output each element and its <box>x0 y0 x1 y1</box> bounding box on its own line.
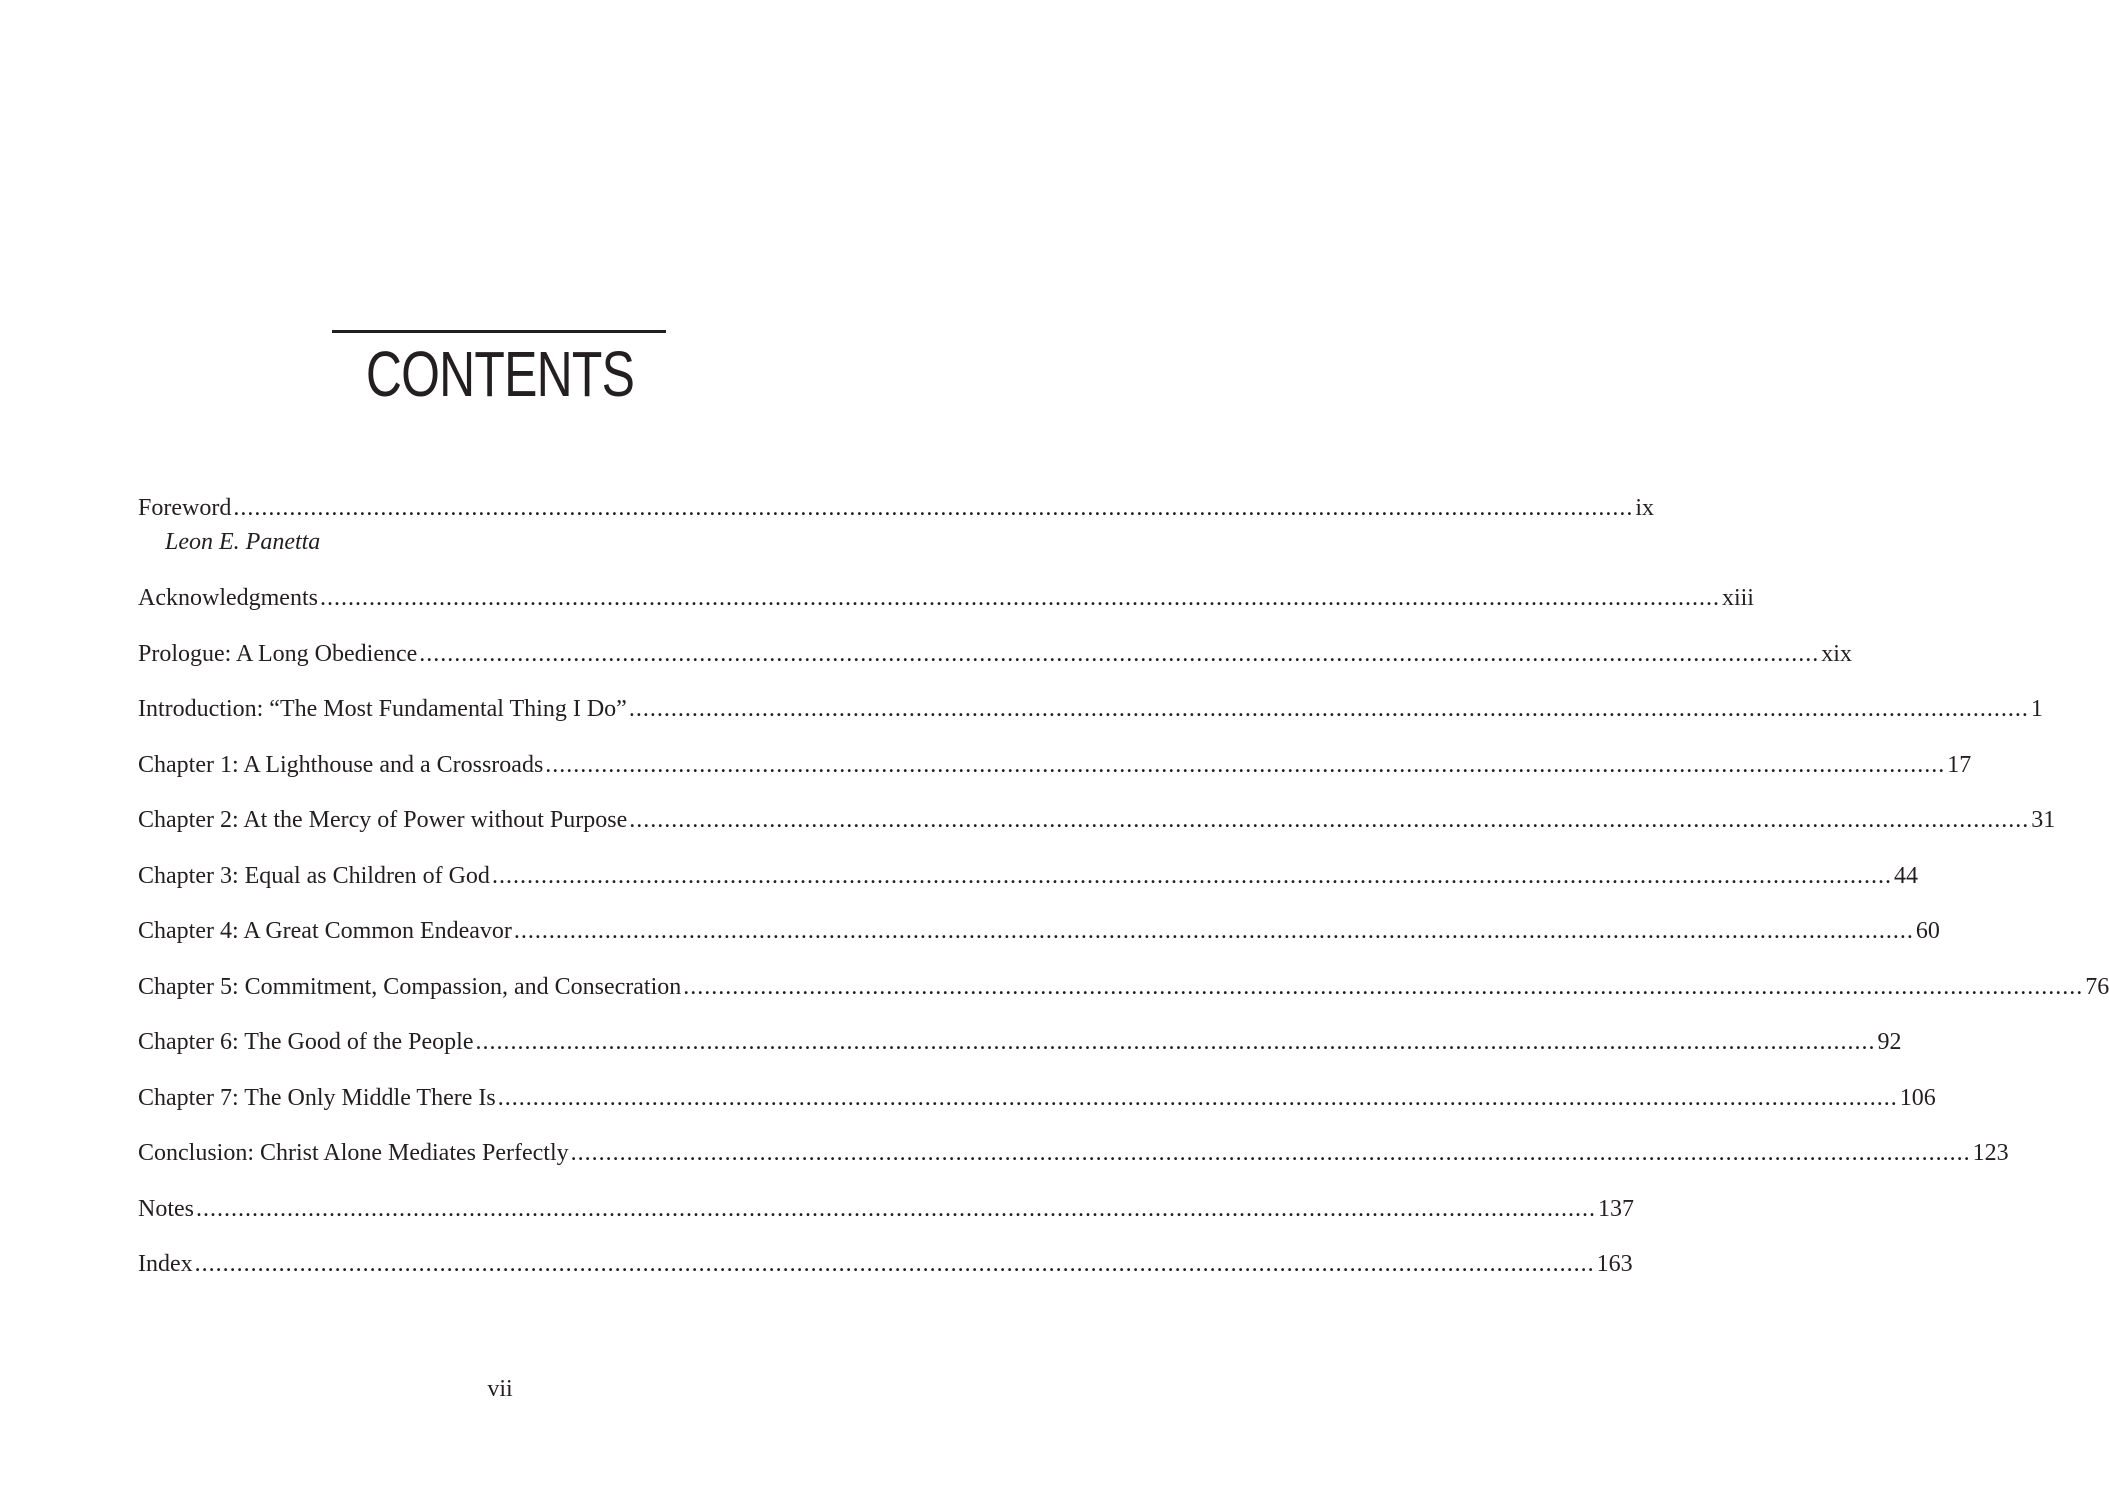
toc-entry-page: ix <box>1635 495 1654 521</box>
toc-entry-page: xix <box>1821 641 1852 667</box>
toc-entry-prologue[interactable] <box>138 639 1852 679</box>
toc-entry-page: xiii <box>1721 585 1754 611</box>
dot-leader: ........................................................................................................................................................................................................ <box>629 807 2030 833</box>
dot-leader: ........................................................................................................................................................................................................ <box>491 863 1892 889</box>
dot-leader: ........................................................................................................................................................................................................ <box>475 1029 1876 1055</box>
toc-entry-label: Conclusion: Christ Alone Mediates Perfectly <box>138 1140 569 1166</box>
toc-entry-label: Foreword <box>138 495 232 521</box>
toc-entry-page: 17 <box>1947 752 1972 778</box>
dot-leader: ........................................................................................................................................................................................................ <box>545 752 1946 778</box>
toc-entry-label: Chapter 3: Equal as Children of God <box>138 863 490 889</box>
dot-leader: ........................................................................................................................................................................................................ <box>196 1196 1596 1222</box>
toc-entry-conclusion[interactable] <box>138 1138 2009 1178</box>
toc-entry-chapter-6[interactable] <box>138 1027 1902 1067</box>
table-of-contents <box>138 0 2109 1500</box>
toc-entry-page: 44 <box>1893 863 1918 889</box>
dot-leader: ........................................................................................................................................................................................................ <box>683 974 2084 1000</box>
dot-leader: ........................................................................................................................................................................................................ <box>628 696 2029 722</box>
toc-entry-page: 106 <box>1899 1085 1936 1111</box>
toc-entry-label: Chapter 2: At the Mercy of Power without Purpose <box>138 807 628 833</box>
toc-entry-page: 163 <box>1596 1251 1633 1277</box>
page-number: vii <box>487 1376 513 1402</box>
toc-entry-acknowledgments[interactable] <box>138 583 1754 623</box>
toc-entry-label: Acknowledgments <box>138 585 318 611</box>
toc-entry-foreword[interactable] <box>138 493 1654 563</box>
dot-leader: ........................................................................................................................................................................................................ <box>319 585 1720 611</box>
toc-entry-chapter-1[interactable] <box>138 750 1972 790</box>
toc-entry-page: 92 <box>1877 1029 1902 1055</box>
toc-entry-label: Chapter 6: The Good of the People <box>138 1029 474 1055</box>
toc-entry-label: Chapter 4: A Great Common Endeavor <box>138 918 512 944</box>
toc-entry-label: Notes <box>138 1196 194 1222</box>
toc-entry-chapter-7[interactable] <box>138 1083 1936 1123</box>
dot-leader: ........................................................................................................................................................................................................ <box>194 1251 1595 1277</box>
toc-entry-page: 31 <box>2031 807 2056 833</box>
dot-leader: ........................................................................................................................................................................................................ <box>419 641 1820 667</box>
toc-entry-index[interactable] <box>138 1249 1633 1289</box>
toc-entry-label: Index <box>138 1251 193 1277</box>
toc-entry-label: Prologue: A Long Obedience <box>138 641 418 667</box>
toc-entry-page: 76 <box>2085 974 2109 1000</box>
toc-entry-page: 123 <box>1972 1140 2009 1166</box>
dot-leader: ........................................................................................................................................................................................................ <box>497 1085 1898 1111</box>
toc-entry-chapter-2[interactable] <box>138 805 2056 845</box>
page-title: CONTENTS <box>365 338 635 410</box>
toc-entry-chapter-5[interactable] <box>138 972 2109 1012</box>
toc-entry-label: Chapter 1: A Lighthouse and a Crossroads <box>138 752 544 778</box>
toc-entry-author: Leon E. Panetta <box>165 529 321 555</box>
toc-entry-page: 60 <box>1915 918 1940 944</box>
dot-leader: ........................................................................................................................................................................................................ <box>233 495 1634 521</box>
toc-entry-introduction[interactable] <box>138 694 2043 734</box>
dot-leader: ........................................................................................................................................................................................................ <box>570 1140 1971 1166</box>
toc-entry-label: Chapter 7: The Only Middle There Is <box>138 1085 496 1111</box>
toc-entry-label: Introduction: “The Most Fundamental Thing I Do” <box>138 696 627 722</box>
toc-entry-chapter-4[interactable] <box>138 916 1940 956</box>
toc-entry-chapter-3[interactable] <box>138 861 1918 901</box>
toc-entry-notes[interactable] <box>138 1194 1634 1234</box>
dot-leader: ........................................................................................................................................................................................................ <box>513 918 1914 944</box>
toc-entry-page: 137 <box>1598 1196 1634 1222</box>
toc-entry-page: 1 <box>2030 696 2043 722</box>
toc-entry-label: Chapter 5: Commitment, Compassion, and Consecration <box>138 974 682 1000</box>
